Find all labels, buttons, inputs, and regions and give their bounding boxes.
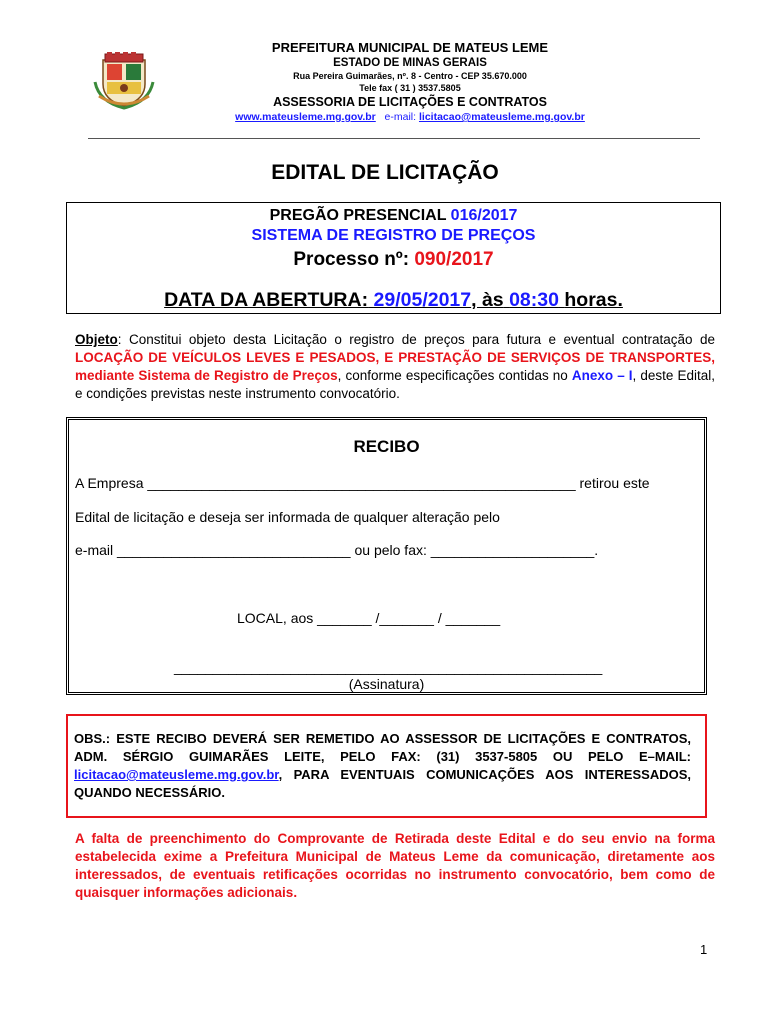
contact-links [50, 110, 770, 124]
obs-box [66, 714, 707, 818]
srp-line: SISTEMA DE REGISTRO DE PREÇOS [251, 227, 536, 244]
abertura-line: DATA DA ABERTURA: 29/05/2017, às 08:30 horas. [164, 289, 623, 311]
process-box [66, 202, 721, 314]
city-hall-name: PREFEITURA MUNICIPAL DE MATEUS LEME [271, 40, 549, 55]
recibo-edital-line: Edital de licitação e deseja ser informada de qualquer alteração pelo [75, 509, 500, 525]
signature-line[interactable]: _______________________________________________________ [174, 659, 603, 675]
pregao-number: 016/2017 [450, 207, 518, 224]
recibo-title: RECIBO [353, 437, 420, 456]
state-name: ESTADO DE MINAS GERAIS [333, 57, 487, 69]
objeto-highlight: LOCAÇÃO DE VEÍCULOS LEVES E PESADOS, E PRESTAÇÃO DE SERVIÇOS DE TRANSPORTES, mediante Sistema de Registro de Preços [75, 350, 715, 383]
recibo-company-line[interactable]: A Empresa _______________________________________________________ retirou este [75, 475, 650, 491]
header-divider [88, 138, 700, 139]
processo-line: Processo nº: 090/2017 [293, 249, 494, 270]
obs-email-link[interactable]: licitacao@mateusleme.mg.gov.br [74, 767, 279, 782]
objeto-label: Objeto [75, 332, 118, 347]
pregao-line: PREGÃO PRESENCIAL 016/2017 [269, 207, 518, 224]
objeto-paragraph: Objeto: Constitui objeto desta Licitação o registro de preços para futura e eventual contratação de LOCAÇÃO DE VEÍCULOS LEVES E PESADOS, E PRESTAÇÃO DE SERVIÇOS DE TRANSPORTES, mediante Sistema de Registro de Preços, conforme especificações contidas no Anexo – I, deste Edital, e condições previstas neste instrumento convocatório. [75, 332, 715, 401]
email-link[interactable]: licitacao@mateusleme.mg.gov.br [418, 111, 585, 123]
phone-fax: Tele fax ( 31 ) 3537.5805 [359, 83, 461, 93]
abertura-date: 29/05/2017 [373, 289, 472, 311]
recibo-email-fax-line[interactable]: e-mail ______________________________ ou pelo fax: _____________________. [75, 542, 599, 558]
email-label: e-mail: [384, 111, 417, 123]
obs-text: OBS.: ESTE RECIBO DEVERÁ SER REMETIDO AO ASSESSOR DE LICITAÇÕES E CONTRATOS, ADM. SÉRGIO GUIMARÃES LEITE, PELO FAX: (31) 3537-5805 OU PELO E–MAIL: licitacao@mateusleme.mg.gov.br, PARA EVENTUAIS COMUNICAÇÕES AOS INTERESSADOS, QUANDO NECESSÁRIO. [74, 731, 691, 800]
anexo-reference: Anexo – I [571, 368, 633, 383]
processo-number: 090/2017 [414, 249, 494, 270]
page-number: 1 [700, 942, 708, 957]
abertura-time: 08:30 [509, 289, 559, 311]
signature-label: (Assinatura) [348, 676, 425, 692]
website-link[interactable]: www.mateusleme.mg.gov.br [235, 111, 376, 123]
recibo-local-date-line[interactable]: LOCAL, aos _______ /_______ / _______ [237, 610, 501, 626]
address: Rua Pereira Guimarães, nº. 8 - Centro - CEP 35.670.000 [293, 71, 527, 81]
warning-paragraph: A falta de preenchimento do Comprovante de Retirada deste Edital e do seu envio na forma estabelecida exime a Prefeitura Municipal de Mateus Leme da comunicação, diretamente aos interessados, de eventuais retificações ocorridas no instrumento convocatório, bem como de quaisquer informações adicionais. [75, 831, 715, 900]
letterhead [0, 40, 770, 124]
document-title: EDITAL DE LICITAÇÃO [271, 161, 499, 184]
department-name: ASSESSORIA DE LICITAÇÕES E CONTRATOS [273, 95, 547, 109]
recibo-box [66, 417, 707, 695]
